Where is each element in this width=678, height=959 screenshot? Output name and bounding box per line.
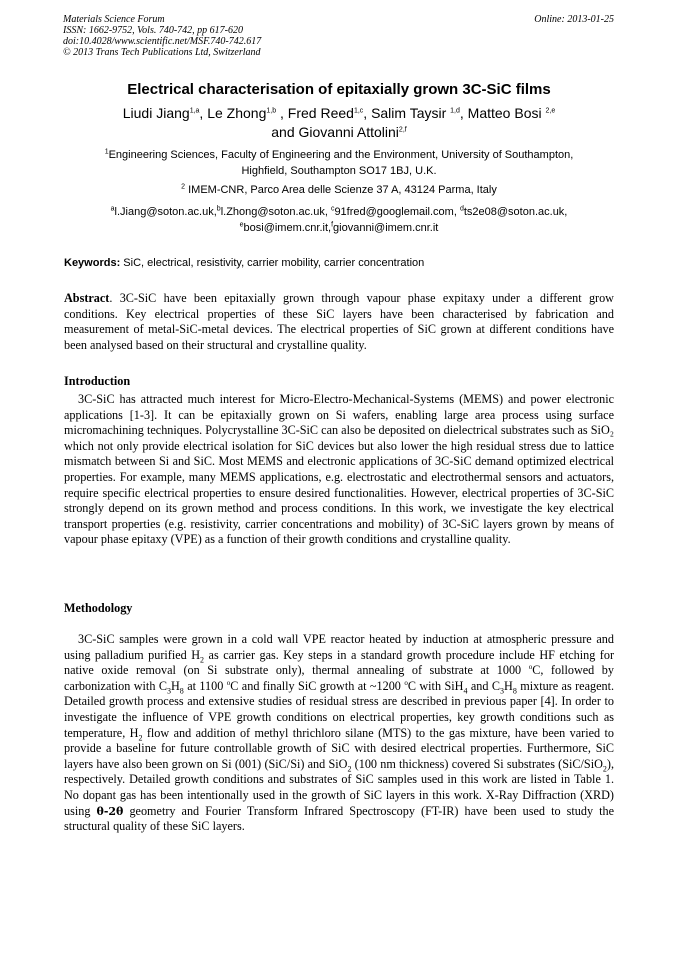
email-link[interactable]: 91fred@googlemail.com, bbox=[334, 206, 457, 218]
author-name: Fred Reed bbox=[287, 105, 354, 121]
email-link[interactable]: bosi@imem.cnr.it, bbox=[243, 221, 332, 234]
issn-line: ISSN: 1662-9752, Vols. 740-742, pp 617-620 bbox=[63, 25, 243, 36]
author-name: Salim Taysir bbox=[371, 105, 451, 121]
author-name: Le Zhong bbox=[207, 105, 267, 121]
author-name: Giovanni Attolini bbox=[298, 124, 399, 140]
paper-title: Electrical characterisation of epitaxially grown 3C-SiC films bbox=[127, 81, 551, 98]
keywords bbox=[64, 256, 614, 270]
keywords-text: SiC, electrical, resistivity, carrier mobility, carrier concentration bbox=[120, 257, 425, 269]
affiliation-2: $^2$ IMEM-CNR, Parco Area delle Scienze 37 A, 43124 Parma, Italy bbox=[181, 183, 497, 196]
email-link[interactable]: ts2e08@soton.ac.uk, bbox=[463, 206, 568, 218]
journal-header bbox=[63, 14, 261, 58]
section-heading-introduction: Introduction bbox=[64, 374, 131, 388]
author-name: Liudi Jiang bbox=[122, 105, 190, 121]
affiliation-1: $^1$Engineering Sciences, Faculty of Engineering and the Environment, University of Southampton, Highfield, Southampton SO17 1BJ, U.K. bbox=[104, 148, 574, 177]
methodology-paragraph: 3C-SiC samples were grown in a cold wall VPE reactor heated by induction at atmospheric pressure and using palladium purified $H_2$ as carrier gas. Key steps in a standard growth procedure include HF etching for native oxide removal (on Si substrate only), thermal annealing of substrate at 1000 $^o$C, followed by carbonization with $C_3H_8$ at 1100 $^o$C and finally SiC growth at ~1200 $^o$C with SiH$_4$ and $C_3H_8$ mixture as reagent. Detailed growth process and extensive studies of residual stress are described in previous paper [4]. In order to investigate the influence of VPE growth conditions on electrical properties, key growth conditions such as temperature, $H_2$ flow and addition of methyl thrichloro silane (MTS) to the gas mixture, have been varied to provide a baseline for future controllable growth of SiC with desired electrical properties. Furthermore, SiC layers have also been grown on Si (001) (SiC/Si) and SiO$_2$ (100 nm thickness) covered Si substrates (SiC/SiO$_2$), respectively. Detailed growth conditions and substrates of SiC samples used in this work are listed in Table 1. No dopant gas has been intentionally used in the growth of SiC layers in this work. X-Ray Diffraction (XRD) using θ-2θ geometry and Fourier Transform Infrared Spectroscopy (FT-IR) have been used to study the structural quality of these SiC layers. bbox=[64, 632, 615, 834]
online-date: Online: 2013-01-25 bbox=[534, 14, 614, 25]
author-name: Matteo Bosi bbox=[467, 105, 546, 121]
email-list: $^a$l.Jiang@soton.ac.uk,$^b$l.Zhong@soton.ac.uk, $^c$91fred@googlemail.com, $^d$ts2e08@soton.ac.uk, $^e$bosi@imem.cnr.it,$^f$giovanni@imem.cnr.it bbox=[110, 205, 568, 234]
abstract-label: Abstract bbox=[64, 291, 110, 305]
introduction-paragraph: 3C-SiC has attracted much interest for Micro-Electro-Mechanical-Systems (MEMS) and power electronic applications [1-3]. It can be epitaxially grown on Si wafers, enabling large area process using surface micromachining techniques. Polycrystalline 3C-SiC can also be deposited on dielectrical substrates such as SiO₂ which not only provide electrical isolation for SiC devices but also lower the high residual stress due to lattice mismatch between Si and SiC. Most MEMS and electronic applications of 3C-SiC demand optimized electrical properties. For example, many MEMS applications, e.g. electrostatic and electrothermal sensors and actuators, require specific electrical properties to ensure desired functionalities. However, electrical properties of 3C-SiC strongly depend on its grown method and process conditions. In this work, we investigate the key electrical transport properties (e.g. resistivity, carrier concentrations and mobility) of 3C-SiC layers grown by means of vapour phase epitaxy (VPE) as a function of their growth conditions and crystalline quality. bbox=[64, 392, 614, 547]
section-heading-methodology: Methodology bbox=[64, 601, 133, 615]
abstract bbox=[64, 291, 614, 353]
doi-line: doi:10.4028/www.scientific.net/MSF.740-742.617 bbox=[63, 36, 262, 47]
email-link[interactable]: giovanni@imem.cnr.it bbox=[333, 221, 439, 234]
email-link[interactable]: l.Zhong@soton.ac.uk, bbox=[220, 206, 328, 218]
author-list: Liudi Jiang$^{1,a}$, Le Zhong$^{1,b}$ , Fred Reed$^{1,c}$, Salim Taysir $^{1,d}$, Matteo Bosi $^{2,e}$ and Giovanni Attolini$^{2,f}$ bbox=[122, 105, 556, 140]
copyright-line: © 2013 Trans Tech Publications Ltd, Switzerland bbox=[63, 47, 261, 58]
keywords-label: Keywords: bbox=[64, 257, 121, 269]
theta-2theta-symbol: θ-2θ bbox=[96, 804, 124, 818]
abstract-text: . 3C-SiC have been epitaxially grown through vapour phase expitaxy under a different grow conditions. Key electrical properties of these SiC layers have been characterised by fabrication and measurement of metal-SiC-metal devices. The electrical properties of SiC grown at different conditions have been analysed based on their structural and crystalline quality. bbox=[64, 291, 614, 352]
email-link[interactable]: l.Jiang@soton.ac.uk, bbox=[114, 206, 217, 218]
journal-name: Materials Science Forum bbox=[63, 14, 165, 25]
